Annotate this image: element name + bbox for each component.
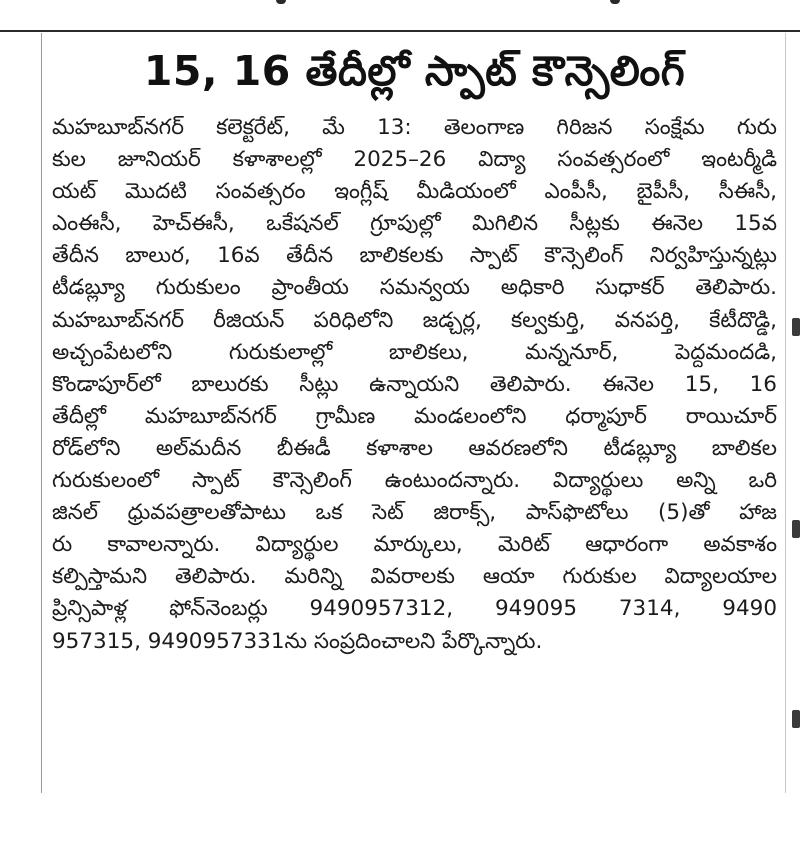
article-line: తేదీన బాలుర, 16వ తేదీన బాలికలకు స్పాట్ కౌన్సెలింగ్ నిర్వహిస్తున్నట్లు	[52, 243, 777, 269]
article-line: రోడ్‌లోని అల్‌మదీన బీఈడీ కళాశాల ఆవరణలోని టీడబ్ల్యూ బాలికల	[52, 435, 777, 461]
clipped-glyph	[276, 0, 286, 4]
clipped-glyph	[610, 0, 620, 4]
article-headline: 15, 16 తేదీల్లో స్పాట్ కౌన్సెలింగ్	[143, 47, 686, 95]
article-line: కల్పిస్తామని తెలిపారు. మరిన్ని వివరాలకు ఆయా గురుకుల విద్యాలయాల	[52, 564, 777, 590]
adjacent-column-fragment	[792, 710, 800, 728]
article-line: జినల్ ధ్రువపత్రాలతోపాటు ఒక సెట్ జిరాక్స్, పాస్‌ఫొటోలు (5)తో హాజ	[52, 500, 777, 526]
article-body	[52, 112, 777, 658]
right-column-divider	[785, 33, 786, 793]
article-line: అచ్చంపేటలోని గురుకులాల్లో బాలికలు, మన్ననూర్, పెద్దమందడి,	[52, 339, 777, 365]
article-line: కొండాపూర్‌లో బాలురకు సీట్లు ఉన్నాయని తెలిపారు. ఈనెల 15, 16	[52, 371, 777, 397]
top-clipped-strip	[0, 0, 800, 30]
news-article	[52, 40, 777, 658]
article-line: ఎంఈసీ, హెచ్ఈసీ, ఒకేషనల్ గ్రూపుల్లో మిగిలిన సీట్లకు ఈనెల 15వ	[52, 211, 777, 237]
article-line: రు కావాలన్నారు. విద్యార్థుల మార్కులు, మెరిట్ ఆధారంగా అవకాశం	[52, 532, 777, 558]
article-line: కుల జూనియర్ కళాశాలల్లో 2025–26 విద్యా సంవత్సరంలో ఇంటర్మీడి	[52, 147, 777, 173]
adjacent-column-fragment	[792, 520, 800, 538]
article-line: ప్రిన్సిపాళ్ల ఫోన్‌నెంబర్లు 9490957312, 949095 7314, 9490	[52, 596, 777, 622]
article-line: యట్ మొదటి సంవత్సరం ఇంగ్లీష్ మీడియంలో ఎంపీసీ, బైపీసీ, సీఈసీ,	[52, 179, 777, 205]
article-line: మహబూబ్‌నగర్ రీజియన్ పరిధిలోని జడ్చర్ల, కల్వకుర్తి, వనపర్తి, కేటీదొడ్డి,	[52, 307, 777, 333]
article-line: తేదీల్లో మహబూబ్‌నగర్ గ్రామీణ మండలంలోని ధర్మాపూర్ రాయిచూర్	[52, 403, 777, 429]
top-divider	[0, 30, 800, 32]
adjacent-column-fragment	[792, 318, 800, 336]
article-line: 957315, 9490957331ను సంప్రదించాలని పేర్కొన్నారు.	[52, 628, 543, 654]
article-line: టీడబ్ల్యూ గురుకులం ప్రాంతీయ సమన్వయ అధికారి సుధాకర్ తెలిపారు.	[52, 275, 777, 301]
article-line: గురుకులంలో స్పాట్ కౌన్సెలింగ్ ఉంటుందన్నారు. విద్యార్థులు అన్ని ఒరి	[52, 468, 777, 494]
article-line: మహబూబ్‌నగర్ కలెక్టరేట్, మే 13: తెలంగాణ గిరిజన సంక్షేమ గురు	[52, 115, 777, 140]
left-column-divider	[41, 33, 42, 793]
